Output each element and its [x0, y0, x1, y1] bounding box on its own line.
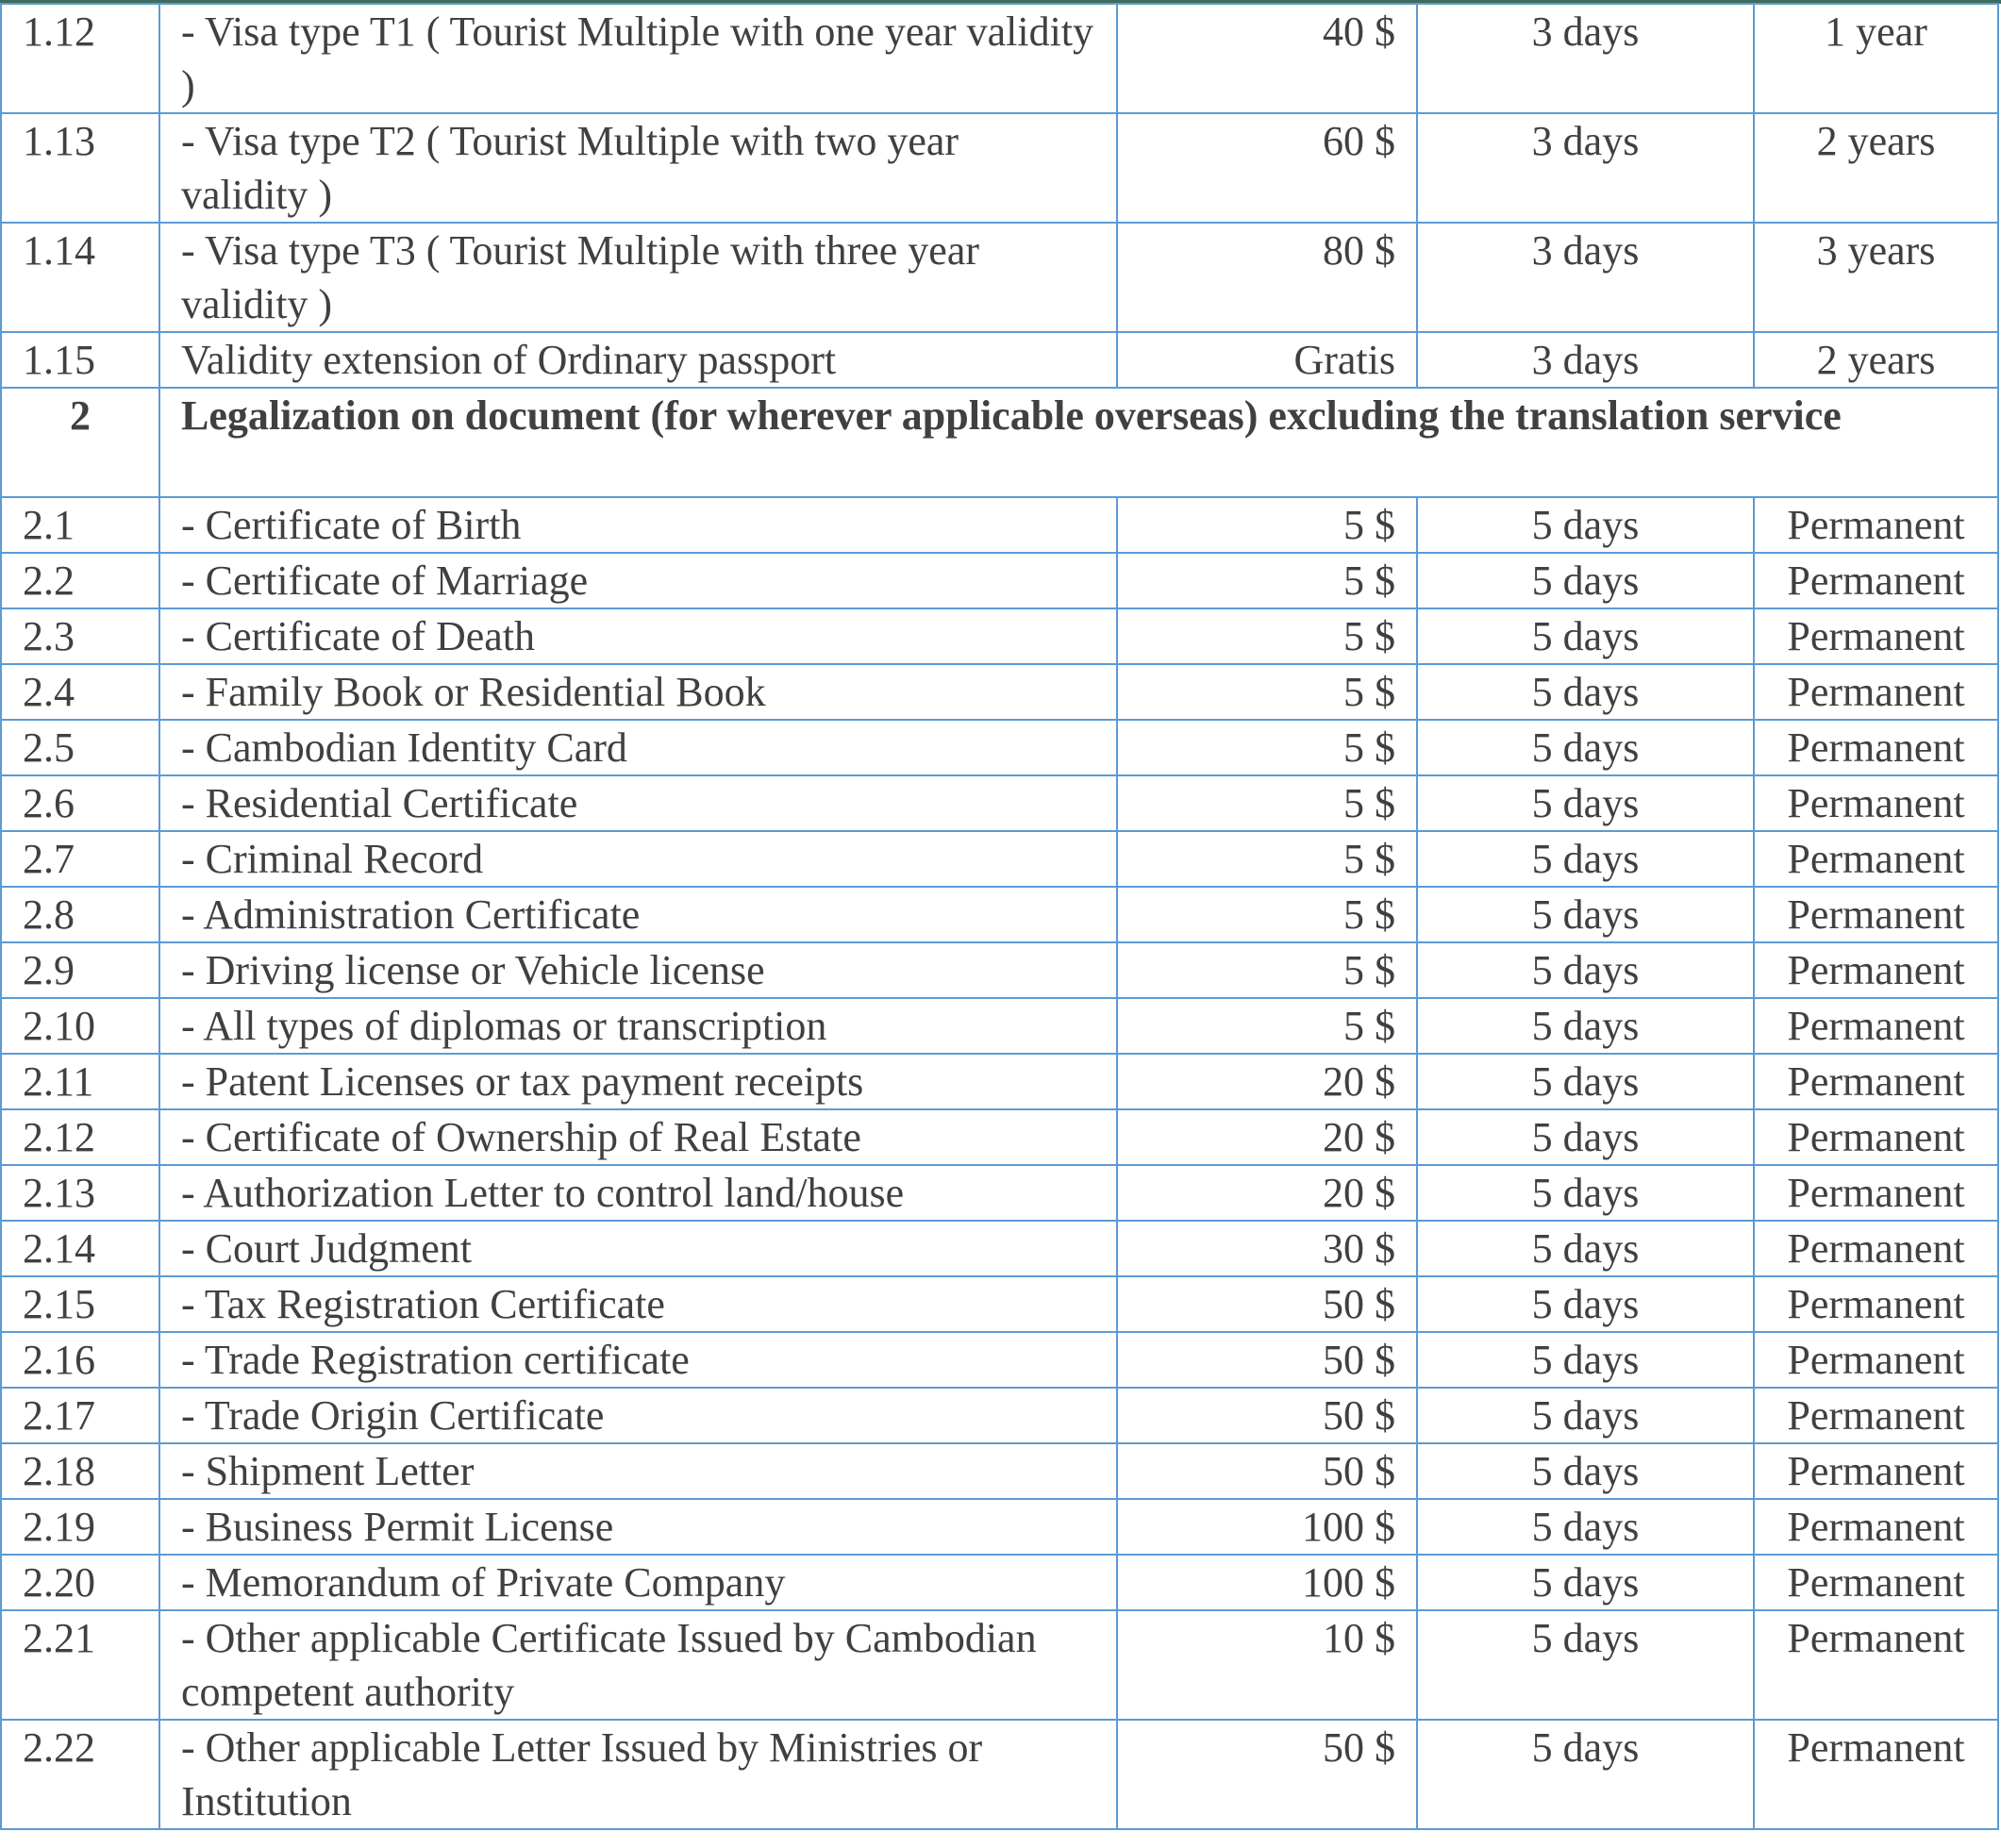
table-row [1, 942, 1998, 998]
item-description: - Residential Certificate [159, 775, 1117, 831]
item-validity: Permanent [1754, 720, 1998, 775]
item-validity: Permanent [1754, 887, 1998, 942]
table-row [1, 1388, 1998, 1443]
item-validity: Permanent [1754, 831, 1998, 887]
table-row [1, 831, 1998, 887]
item-description: - Family Book or Residential Book [159, 664, 1117, 720]
table-row [1, 720, 1998, 775]
item-processing-time: 5 days [1417, 1499, 1754, 1555]
item-processing-time: 5 days [1417, 998, 1754, 1054]
item-validity: Permanent [1754, 775, 1998, 831]
item-validity: 2 years [1754, 332, 1998, 388]
item-number: 1.14 [1, 223, 159, 332]
item-validity: Permanent [1754, 998, 1998, 1054]
item-number: 1.15 [1, 332, 159, 388]
item-description: - Memorandum of Private Company [159, 1555, 1117, 1610]
item-validity: 1 year [1754, 4, 1998, 113]
item-number: 2.1 [1, 497, 159, 553]
item-fee: 5 $ [1117, 664, 1417, 720]
item-number: 2.9 [1, 942, 159, 998]
table-row [1, 497, 1998, 553]
item-processing-time: 5 days [1417, 1054, 1754, 1109]
item-description: - Trade Registration certificate [159, 1332, 1117, 1388]
table-row [1, 4, 1998, 113]
item-validity: Permanent [1754, 1388, 1998, 1443]
item-processing-time: 5 days [1417, 1332, 1754, 1388]
item-fee: Gratis [1117, 332, 1417, 388]
item-description: - Visa type T3 ( Tourist Multiple with three year validity ) [159, 223, 1117, 332]
item-number: 1.12 [1, 4, 159, 113]
item-processing-time: 5 days [1417, 775, 1754, 831]
item-number: 2.20 [1, 1555, 159, 1610]
item-description: Validity extension of Ordinary passport [159, 332, 1117, 388]
table-row [1, 1443, 1998, 1499]
item-processing-time: 3 days [1417, 223, 1754, 332]
item-validity: Permanent [1754, 1499, 1998, 1555]
item-description: - Driving license or Vehicle license [159, 942, 1117, 998]
item-validity: Permanent [1754, 1555, 1998, 1610]
table-row [1, 887, 1998, 942]
item-description: - Certificate of Death [159, 608, 1117, 664]
table-row [1, 664, 1998, 720]
item-validity: Permanent [1754, 553, 1998, 608]
table-row [1, 553, 1998, 608]
item-description: - Authorization Letter to control land/house [159, 1165, 1117, 1221]
item-description: - Certificate of Marriage [159, 553, 1117, 608]
item-fee: 5 $ [1117, 942, 1417, 998]
item-processing-time: 5 days [1417, 497, 1754, 553]
item-processing-time: 5 days [1417, 1276, 1754, 1332]
item-number: 2.5 [1, 720, 159, 775]
item-processing-time: 5 days [1417, 1221, 1754, 1276]
item-processing-time: 3 days [1417, 4, 1754, 113]
item-description: - Administration Certificate [159, 887, 1117, 942]
table-row [1, 1610, 1998, 1720]
item-description: - Patent Licenses or tax payment receipts [159, 1054, 1117, 1109]
item-processing-time: 5 days [1417, 1720, 1754, 1829]
table-row [1, 113, 1998, 223]
item-number: 2.19 [1, 1499, 159, 1555]
item-processing-time: 5 days [1417, 608, 1754, 664]
table-row [1, 1332, 1998, 1388]
item-fee: 5 $ [1117, 608, 1417, 664]
table-row [1, 332, 1998, 388]
table-row [1, 1720, 1998, 1829]
item-fee: 5 $ [1117, 553, 1417, 608]
item-validity: Permanent [1754, 608, 1998, 664]
item-number: 2.4 [1, 664, 159, 720]
item-validity: Permanent [1754, 664, 1998, 720]
item-description: - Certificate of Birth [159, 497, 1117, 553]
item-fee: 5 $ [1117, 998, 1417, 1054]
item-description: - Visa type T1 ( Tourist Multiple with one year validity ) [159, 4, 1117, 113]
item-number: 1.13 [1, 113, 159, 223]
item-validity: Permanent [1754, 1720, 1998, 1829]
item-description: - Other applicable Certificate Issued by Cambodian competent authority [159, 1610, 1117, 1720]
item-validity: Permanent [1754, 1221, 1998, 1276]
item-processing-time: 5 days [1417, 553, 1754, 608]
item-processing-time: 5 days [1417, 664, 1754, 720]
table-row [1, 608, 1998, 664]
item-fee: 30 $ [1117, 1221, 1417, 1276]
item-validity: Permanent [1754, 1054, 1998, 1109]
item-fee: 100 $ [1117, 1555, 1417, 1610]
item-number: 2.12 [1, 1109, 159, 1165]
item-number: 2.16 [1, 1332, 159, 1388]
table-row [1, 1054, 1998, 1109]
item-description: - Business Permit License [159, 1499, 1117, 1555]
item-validity: 3 years [1754, 223, 1998, 332]
item-processing-time: 5 days [1417, 1555, 1754, 1610]
item-description: - Shipment Letter [159, 1443, 1117, 1499]
item-number: 2.17 [1, 1388, 159, 1443]
item-processing-time: 5 days [1417, 1388, 1754, 1443]
item-number: 2.21 [1, 1610, 159, 1720]
item-validity: Permanent [1754, 1443, 1998, 1499]
item-fee: 50 $ [1117, 1443, 1417, 1499]
table-row [1, 775, 1998, 831]
item-number: 2.10 [1, 998, 159, 1054]
item-description: - All types of diplomas or transcription [159, 998, 1117, 1054]
item-number: 2.13 [1, 1165, 159, 1221]
item-description: - Visa type T2 ( Tourist Multiple with two year validity ) [159, 113, 1117, 223]
table-row [1, 223, 1998, 332]
item-number: 2.6 [1, 775, 159, 831]
table-row [1, 1499, 1998, 1555]
table-row [1, 998, 1998, 1054]
item-fee: 50 $ [1117, 1720, 1417, 1829]
fee-table-body [1, 4, 1998, 1829]
item-fee: 5 $ [1117, 497, 1417, 553]
table-row [1, 1109, 1998, 1165]
item-number: 2.15 [1, 1276, 159, 1332]
item-description: - Certificate of Ownership of Real Estate [159, 1109, 1117, 1165]
item-fee: 20 $ [1117, 1109, 1417, 1165]
item-description: - Court Judgment [159, 1221, 1117, 1276]
item-fee: 60 $ [1117, 113, 1417, 223]
item-number: 2.14 [1, 1221, 159, 1276]
item-fee: 50 $ [1117, 1388, 1417, 1443]
item-description: - Tax Registration Certificate [159, 1276, 1117, 1332]
item-fee: 10 $ [1117, 1610, 1417, 1720]
item-validity: Permanent [1754, 1610, 1998, 1720]
item-number: 2.18 [1, 1443, 159, 1499]
table-row [1, 1165, 1998, 1221]
item-processing-time: 5 days [1417, 942, 1754, 998]
item-fee: 50 $ [1117, 1276, 1417, 1332]
item-fee: 5 $ [1117, 775, 1417, 831]
item-validity: Permanent [1754, 942, 1998, 998]
item-number: 2.2 [1, 553, 159, 608]
section-number: 2 [1, 388, 159, 497]
item-validity: Permanent [1754, 1165, 1998, 1221]
item-fee: 100 $ [1117, 1499, 1417, 1555]
item-fee: 20 $ [1117, 1054, 1417, 1109]
item-fee: 20 $ [1117, 1165, 1417, 1221]
item-description: - Cambodian Identity Card [159, 720, 1117, 775]
item-processing-time: 3 days [1417, 332, 1754, 388]
table-row [1, 1221, 1998, 1276]
item-processing-time: 5 days [1417, 1165, 1754, 1221]
item-number: 2.8 [1, 887, 159, 942]
item-processing-time: 5 days [1417, 1610, 1754, 1720]
item-processing-time: 5 days [1417, 1443, 1754, 1499]
item-processing-time: 5 days [1417, 720, 1754, 775]
item-validity: Permanent [1754, 1109, 1998, 1165]
item-fee: 50 $ [1117, 1332, 1417, 1388]
item-processing-time: 5 days [1417, 831, 1754, 887]
section-header-row [1, 388, 1998, 497]
item-description: - Criminal Record [159, 831, 1117, 887]
item-fee: 40 $ [1117, 4, 1417, 113]
item-validity: Permanent [1754, 497, 1998, 553]
item-number: 2.11 [1, 1054, 159, 1109]
item-validity: Permanent [1754, 1332, 1998, 1388]
item-number: 2.3 [1, 608, 159, 664]
table-row [1, 1555, 1998, 1610]
item-description: - Other applicable Letter Issued by Ministries or Institution [159, 1720, 1117, 1829]
item-validity: 2 years [1754, 113, 1998, 223]
item-processing-time: 5 days [1417, 1109, 1754, 1165]
item-fee: 5 $ [1117, 720, 1417, 775]
item-processing-time: 3 days [1417, 113, 1754, 223]
item-description: - Trade Origin Certificate [159, 1388, 1117, 1443]
table-row [1, 1276, 1998, 1332]
section-title: Legalization on document (for wherever applicable overseas) excluding the translation service [159, 388, 1998, 497]
item-fee: 80 $ [1117, 223, 1417, 332]
item-validity: Permanent [1754, 1276, 1998, 1332]
item-number: 2.7 [1, 831, 159, 887]
item-fee: 5 $ [1117, 831, 1417, 887]
item-processing-time: 5 days [1417, 887, 1754, 942]
item-number: 2.22 [1, 1720, 159, 1829]
fee-schedule-table [0, 3, 1999, 1830]
item-fee: 5 $ [1117, 887, 1417, 942]
